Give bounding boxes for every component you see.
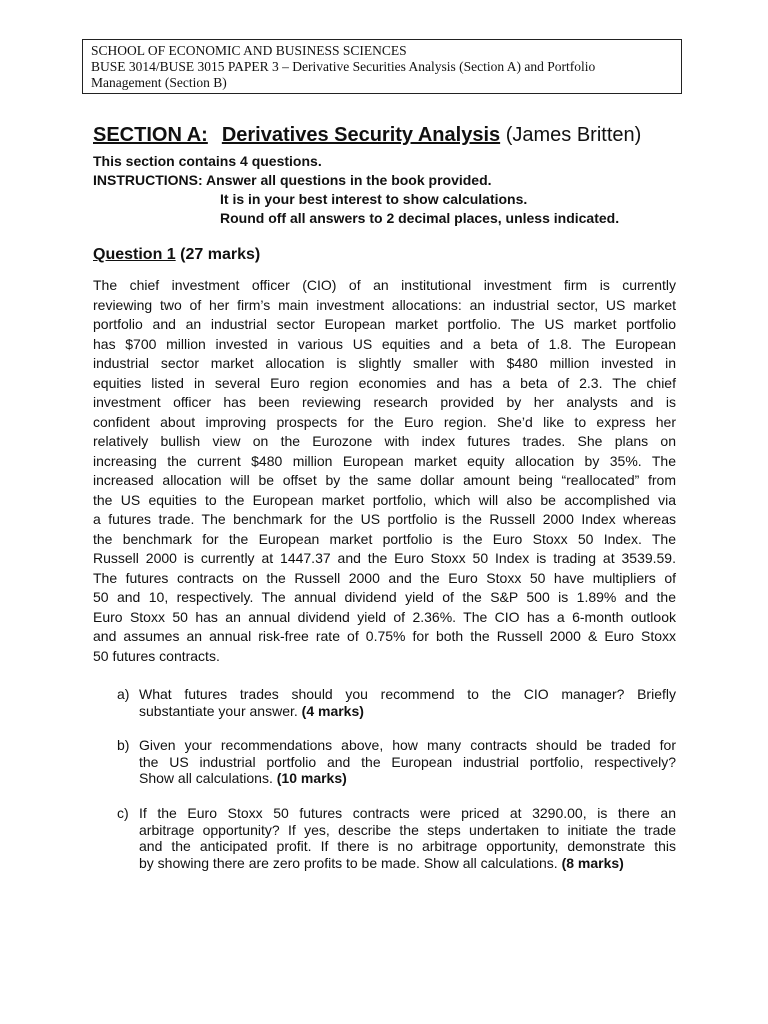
instruction-2: It is in your best interest to show calculations. [220,191,528,207]
question-paragraph [93,276,676,666]
paragraph-line: Russell 2000 is currently at 1447.37 and the Euro Stoxx 50 Index is trading at 3539.59. [93,550,676,566]
paragraph-line: increased allocation will be offset by the same dollar amount being “reallocated” from [93,472,676,488]
part-b-letter: b) [117,737,130,753]
header-paper: BUSE 3014/BUSE 3015 PAPER 3 – Derivative Securities Analysis (Section A) and Portfolio [91,59,596,74]
paragraph-line: investment officer has been reviewing research provided by her analysts and is [93,394,676,410]
part-c-line: and the anticipated profit. If there is no arbitrage opportunity, demonstrate this [139,838,676,854]
question-heading [93,246,260,264]
instructions-label: INSTRUCTIONS: [93,172,203,188]
paragraph-line: portfolio and an industrial sector European market portfolio. The US market portfolio [93,316,676,332]
paragraph-line: relatively bullish view on the Eurozone with index futures trades. She plans on [93,433,676,449]
section-author: (James Britten) [505,124,642,146]
paragraph-line: industrial sector market allocation is slightly smaller with $480 million invested in [93,355,676,371]
part-a-letter: a) [117,686,130,702]
paragraph-line: reviewing two of her firm’s main investment allocations: an industrial sector, US market [93,296,676,313]
part-b-line-last: Show all calculations. (10 marks) [139,770,347,786]
section-label: SECTION A: [93,124,208,146]
paragraph-line: the US equities to the European market portfolio, which will also be accomplished via [93,491,676,508]
section-title [93,124,641,147]
paragraph-line: and assumes an annual risk-free rate of 0.75% for both the Russell 2000 & Euro Stoxx [93,628,676,644]
paragraph-line: confident about improving prospects for the Euro region. She’d like to express her [93,413,676,430]
part-c-letter: c) [117,805,129,821]
paragraph-line: equities listed in several Euro region economies and has a beta of 2.3. The chief [93,374,676,391]
paragraph-line: has $700 million invested in various US equities and a beta of 1.8. The European [93,335,676,352]
exam-header-box [82,39,682,94]
part-b-line: the US industrial portfolio and the European industrial portfolio, respectively? [139,753,676,770]
question-label: Question 1 [93,246,176,263]
part-c-line-last: by showing there are zero profits to be made. Show all calculations. (8 marks) [139,854,624,871]
section-name: Derivatives Security Analysis [221,124,501,146]
paragraph-line: The futures contracts on the Russell 2000 and the Euro Stoxx 50 have multipliers of [93,569,676,586]
paragraph-line: 50 futures contracts. [93,647,220,664]
paragraph-line: 50 and 10, respectively. The annual dividend yield of the S&P 500 is 1.89% and the [93,589,676,605]
instructions-line [93,172,492,188]
paragraph-line: a futures trade. The benchmark for the US portfolio is the Russell 2000 Index whereas [93,511,676,527]
paragraph-line: Euro Stoxx 50 has an annual dividend yield of 2.36%. The CIO has a 6-month outlook [93,608,676,625]
part-c-marks: (8 marks) [561,854,624,871]
question-marks: (27 marks) [180,246,261,263]
paragraph-line: increasing the current $480 million European market equity allocation by 35%. The [93,452,676,469]
part-a-marks: (4 marks) [301,702,364,719]
paragraph-line: The chief investment officer (CIO) of an institutional investment firm is currently [93,277,676,293]
part-b-marks: (10 marks) [276,770,347,786]
intro-count: This section contains 4 questions. [93,153,322,169]
part-a-line-last: substantiate your answer. (4 marks) [139,702,364,719]
paragraph-line: the benchmark for the European market portfolio is the Euro Stoxx 50 Index. The [93,530,676,547]
part-c-line: arbitrage opportunity? If yes, describe the steps undertaken to initiate the trade [139,821,676,838]
header-school: SCHOOL OF ECONOMIC AND BUSINESS SCIENCES [91,43,407,58]
instruction-1: Answer all questions in the book provided. [206,172,492,188]
part-b-line: Given your recommendations above, how many contracts should be traded for [139,737,676,753]
header-paper-cont: Management (Section B) [91,75,227,90]
part-c-line: If the Euro Stoxx 50 futures contracts were priced at 3290.00, is there an [139,805,676,821]
instruction-3: Round off all answers to 2 decimal places, unless indicated. [220,210,620,226]
part-a-line: What futures trades should you recommend to the CIO manager? Briefly [139,686,676,702]
